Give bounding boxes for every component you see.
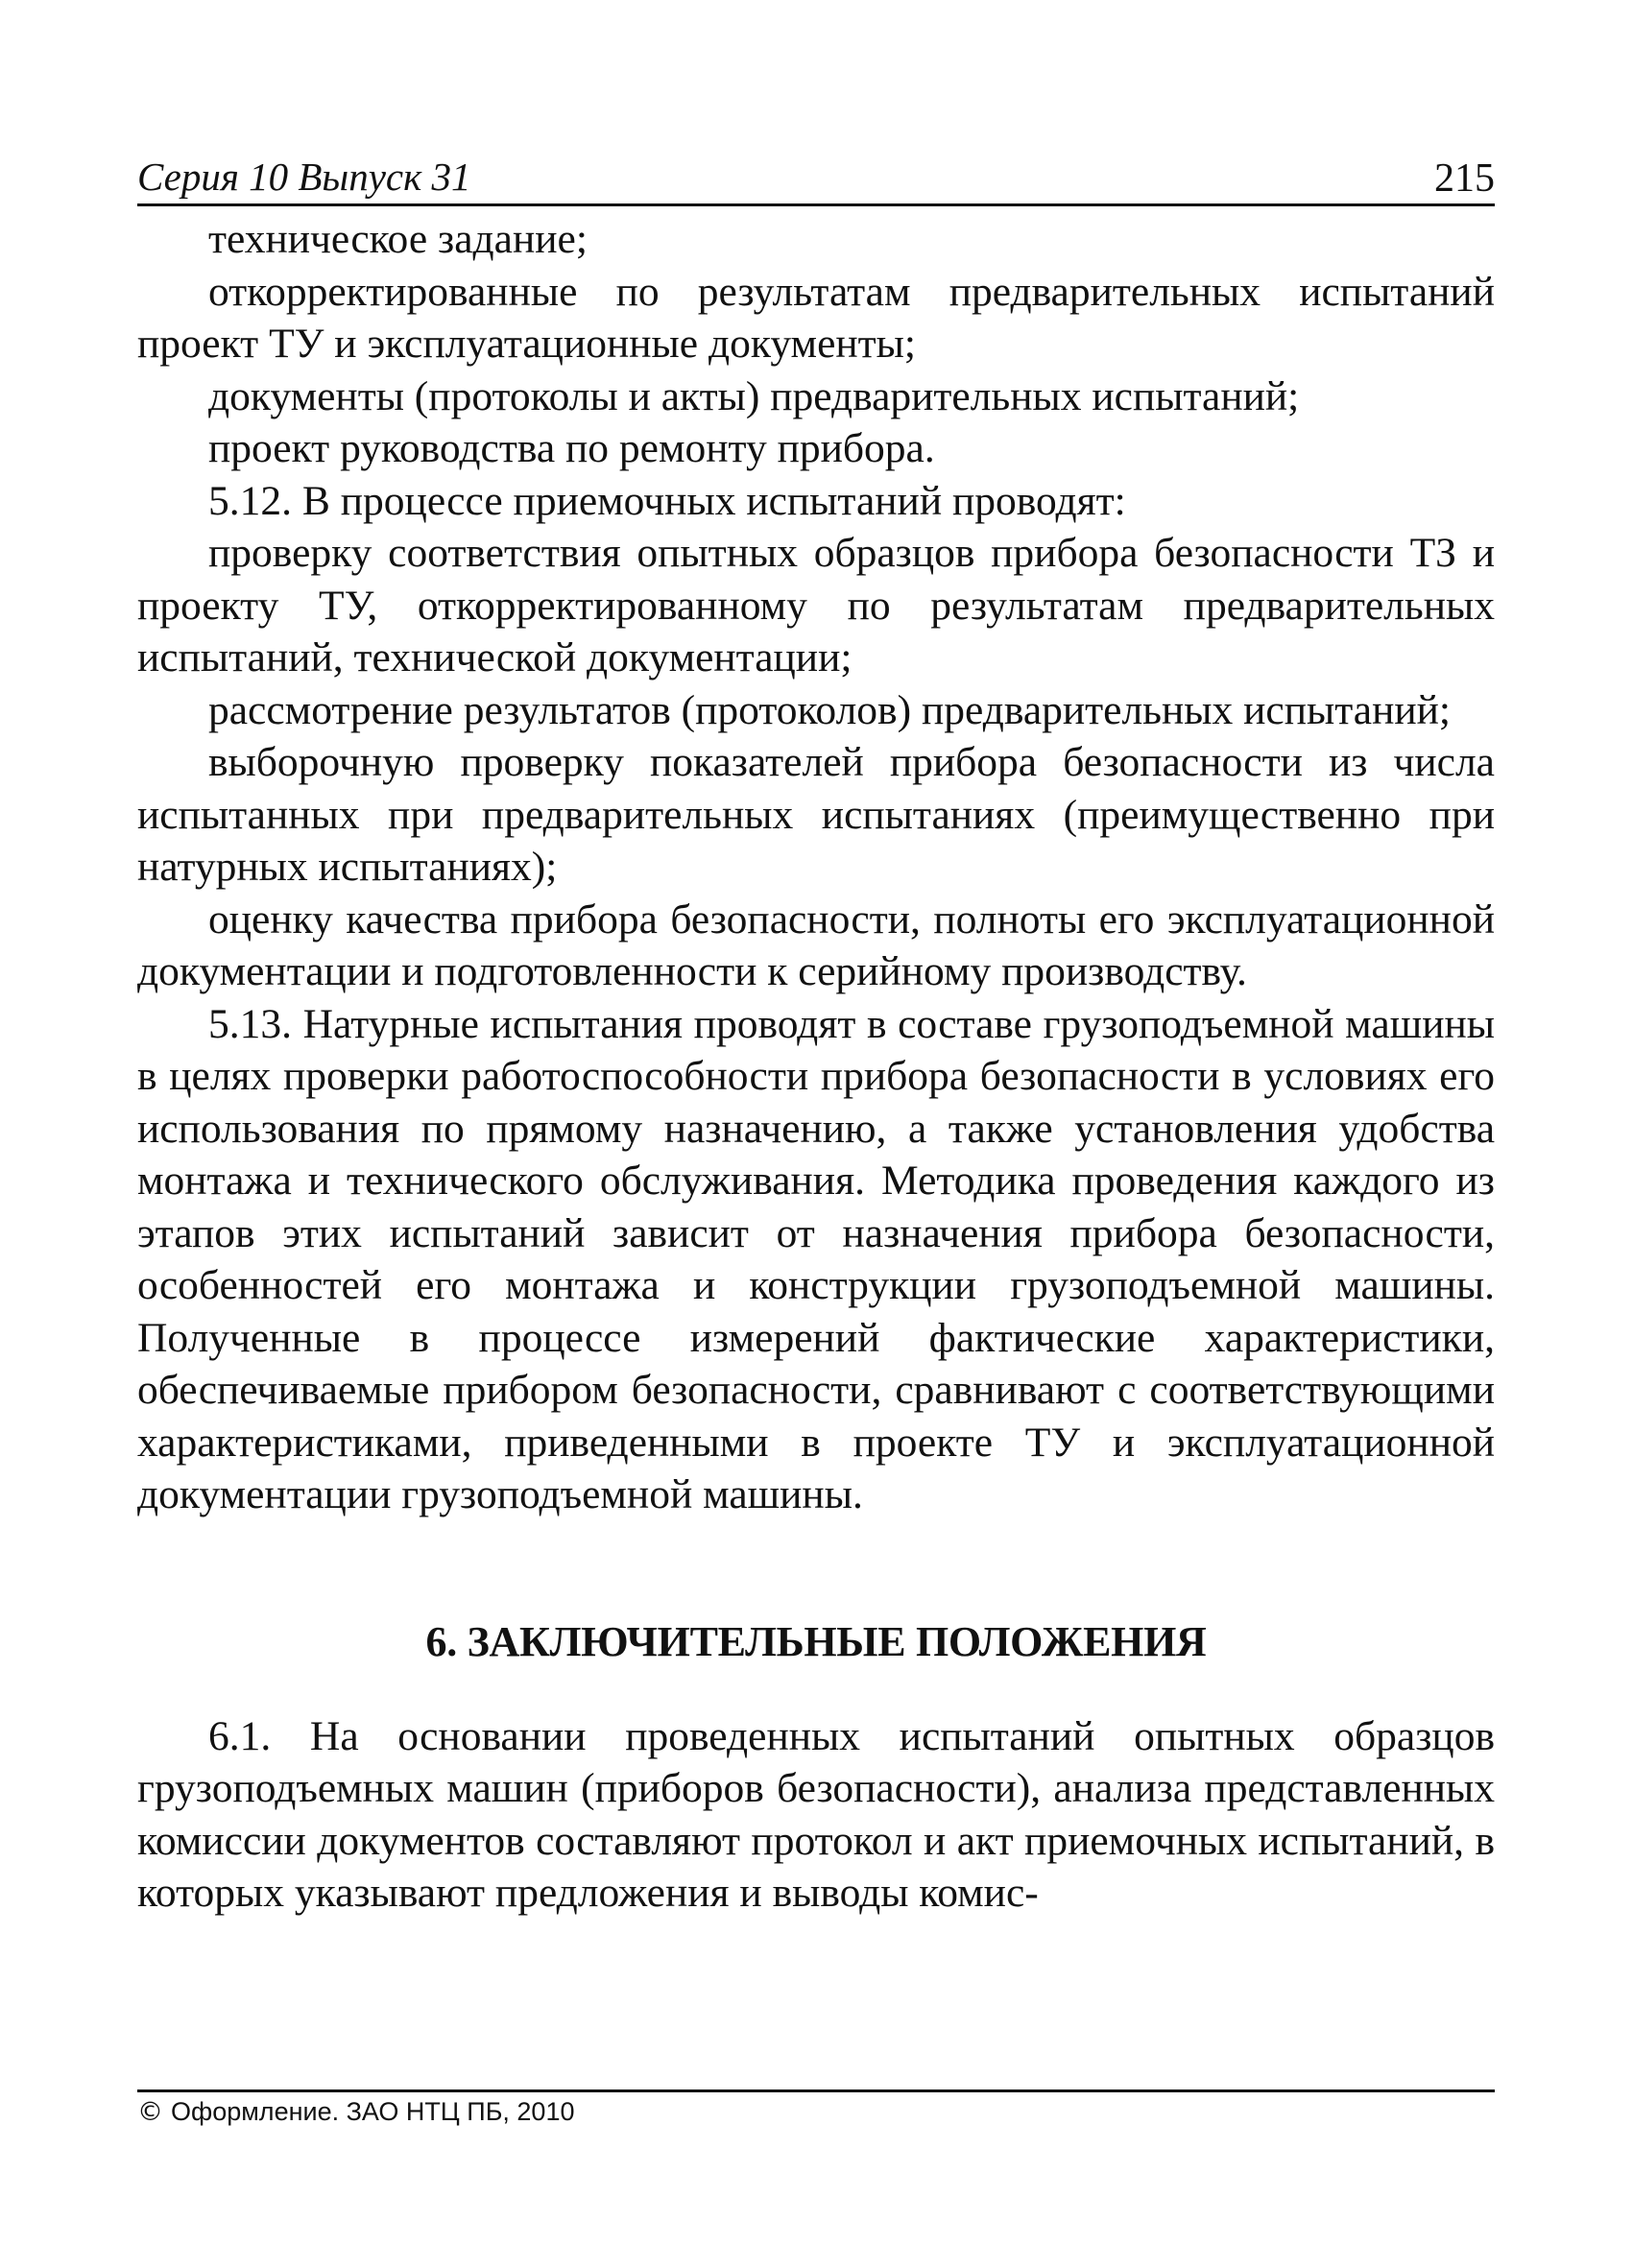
paragraph: документы (протоколы и акты) предварительных испытаний; (208, 372, 1300, 419)
footer-divider (137, 2089, 1495, 2092)
page-body (137, 213, 1495, 1920)
paragraph: 5.13. Натурные испытания проводят в составе грузоподъемной машины в целях проверки работоспособности прибора безопасности в условиях его использования по прямому назначению, а также установления удобства монтажа и технического обслуживания. Методика проведения каждого из этапов этих испытаний зависит от назначения прибора безопасности, особенностей его монтажа и конструкции грузоподъемной машины. Полученные в процессе измерений фактические характеристики, обеспечиваемые прибором безопасности, сравнивают с соответствующими характеристиками, приведенными в проекте ТУ и эксплуатационной документации грузоподъемной машины. (137, 1000, 1495, 1517)
section-heading: 6. ЗАКЛЮЧИТЕЛЬНЫЕ ПОЛОЖЕНИЯ (425, 1617, 1207, 1665)
page-number: 215 (1434, 156, 1495, 201)
paragraph: 6.1. На основании проведенных испытаний опытных образцов грузоподъемных машин (приборов безопасности), анализа представленных комиссии документов составляют протокол и акт приемочных испытаний, в которых указывают предложения и выводы комис- (137, 1712, 1495, 1916)
page-header (137, 144, 1495, 206)
footer-text: Оформление. ЗАО НТЦ ПБ, 2010 (171, 2097, 575, 2126)
paragraph: рассмотрение результатов (протоколов) предварительных испытаний; (208, 686, 1452, 733)
paragraph: проект руководства по ремонту прибора. (208, 425, 935, 471)
paragraph: выборочную проверку показателей прибора безопасности из числа испытанных при предварительных испытаниях (преимущественно при натурных испытаниях); (137, 739, 1495, 890)
paragraph: проверку соответствия опытных образцов прибора безопасности ТЗ и проекту ТУ, откорректированному по результатам предварительных испытаний, технической документации; (137, 530, 1495, 680)
series-title: Серия 10 Выпуск 31 (137, 155, 471, 199)
page-footer (137, 2097, 574, 2127)
paragraph: техническое задание; (208, 216, 588, 262)
paragraph: 5.12. В процессе приемочных испытаний проводят: (208, 477, 1126, 524)
copyright-icon: © (137, 2097, 163, 2127)
paragraph: оценку качества прибора безопасности, полноты его эксплуатационной документации и подготовленности к серийному производству. (137, 895, 1495, 994)
paragraph: откорректированные по результатам предварительных испытаний проект ТУ и эксплуатационные документы; (137, 268, 1495, 367)
